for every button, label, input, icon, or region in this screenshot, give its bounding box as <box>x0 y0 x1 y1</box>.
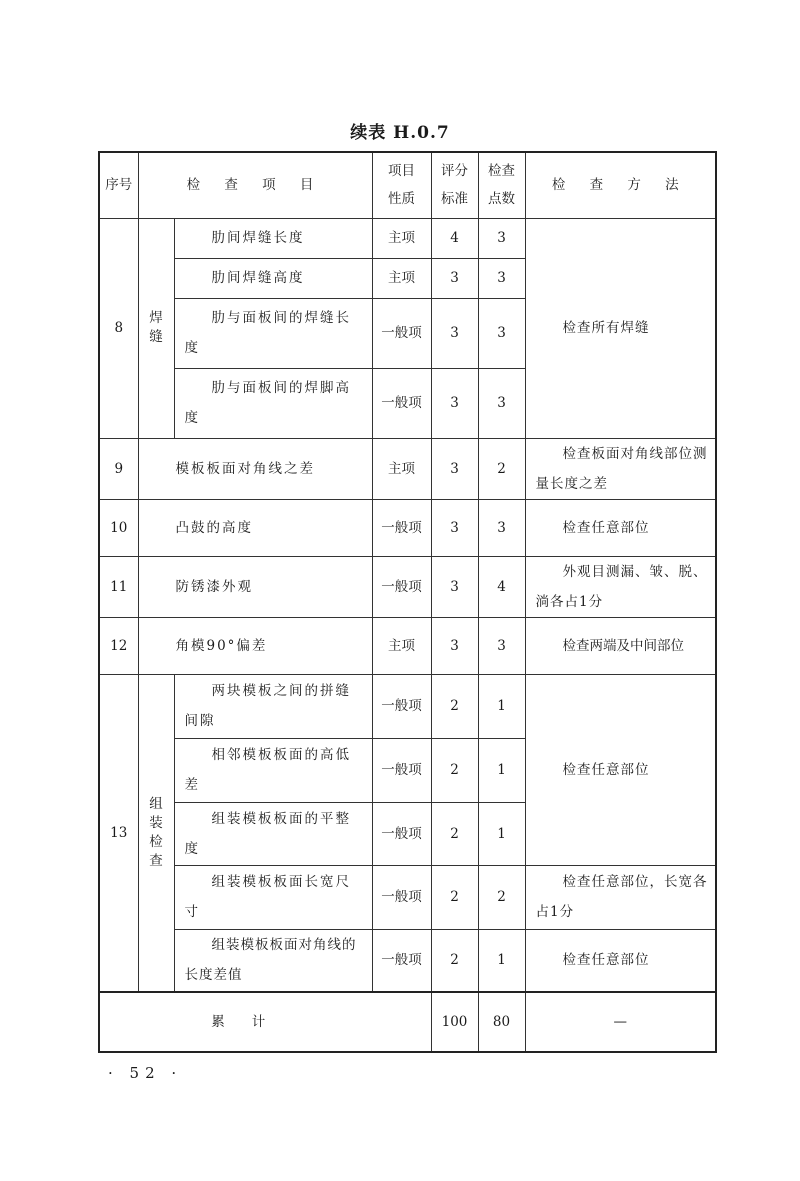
score-cell: 3 <box>431 556 478 617</box>
method-cell: 检查所有焊缝 <box>525 218 716 438</box>
item-cell: 两块模板之间的拼缝间隙 <box>174 674 372 738</box>
table-row <box>99 218 716 258</box>
item-cell: 肋与面板间的焊脚高度 <box>174 368 372 438</box>
item-cell: 角模90°偏差 <box>138 617 372 674</box>
score-cell: 2 <box>431 674 478 738</box>
score-cell: 2 <box>431 802 478 865</box>
points-cell: 3 <box>478 218 525 258</box>
category-cell: 焊缝 <box>138 218 174 438</box>
item-cell: 组装模板板面长宽尺寸 <box>174 865 372 929</box>
score-cell: 3 <box>431 298 478 368</box>
points-cell: 1 <box>478 674 525 738</box>
item-cell: 肋与面板间的焊缝长度 <box>174 298 372 368</box>
points-cell: 3 <box>478 298 525 368</box>
table-row <box>99 929 716 992</box>
table-row <box>99 556 716 617</box>
nature-cell: 一般项 <box>372 368 431 438</box>
header-nature: 项目性质 <box>372 152 431 218</box>
method-cell: 检查任意部位 <box>525 499 716 556</box>
seq-cell: 8 <box>99 218 138 438</box>
seq-cell: 9 <box>99 438 138 499</box>
nature-cell: 主项 <box>372 258 431 298</box>
method-cell: 检查任意部位 <box>525 674 716 865</box>
score-cell: 3 <box>431 368 478 438</box>
points-cell: 1 <box>478 929 525 992</box>
nature-cell: 一般项 <box>372 556 431 617</box>
nature-cell: 主项 <box>372 438 431 499</box>
table-row <box>99 499 716 556</box>
score-cell: 2 <box>431 929 478 992</box>
score-cell: 3 <box>431 438 478 499</box>
seq-cell: 11 <box>99 556 138 617</box>
total-row <box>99 992 716 1052</box>
nature-cell: 一般项 <box>372 738 431 802</box>
total-points: 80 <box>478 992 525 1052</box>
table-row <box>99 438 716 499</box>
nature-cell: 一般项 <box>372 674 431 738</box>
item-cell: 相邻模板板面的高低差 <box>174 738 372 802</box>
item-cell: 防锈漆外观 <box>138 556 372 617</box>
header-seq: 序号 <box>99 152 138 218</box>
score-cell: 2 <box>431 738 478 802</box>
page-number: · 52 · <box>108 1064 183 1082</box>
score-cell: 4 <box>431 218 478 258</box>
nature-cell: 一般项 <box>372 929 431 992</box>
header-score: 评分标准 <box>431 152 478 218</box>
points-cell: 3 <box>478 368 525 438</box>
seq-cell: 13 <box>99 674 138 992</box>
header-row <box>99 152 716 218</box>
item-cell: 肋间焊缝高度 <box>174 258 372 298</box>
score-cell: 3 <box>431 258 478 298</box>
inspection-table <box>98 151 717 1053</box>
header-points: 检查点数 <box>478 152 525 218</box>
nature-cell: 一般项 <box>372 802 431 865</box>
item-cell: 组装模板板面对角线的长度差值 <box>174 929 372 992</box>
method-cell: 外观目测漏、皱、脱、淌各占1分 <box>525 556 716 617</box>
nature-cell: 一般项 <box>372 298 431 368</box>
points-cell: 1 <box>478 738 525 802</box>
score-cell: 3 <box>431 617 478 674</box>
header-method: 检 查 方 法 <box>525 152 716 218</box>
item-cell: 组装模板板面的平整度 <box>174 802 372 865</box>
score-cell: 2 <box>431 865 478 929</box>
total-score: 100 <box>431 992 478 1052</box>
nature-cell: 主项 <box>372 617 431 674</box>
item-cell: 肋间焊缝长度 <box>174 218 372 258</box>
method-cell: 检查板面对角线部位测量长度之差 <box>525 438 716 499</box>
points-cell: 2 <box>478 865 525 929</box>
seq-cell: 10 <box>99 499 138 556</box>
header-item: 检 查 项 目 <box>138 152 372 218</box>
table-row <box>99 865 716 929</box>
points-cell: 4 <box>478 556 525 617</box>
points-cell: 1 <box>478 802 525 865</box>
nature-cell: 主项 <box>372 218 431 258</box>
points-cell: 3 <box>478 258 525 298</box>
nature-cell: 一般项 <box>372 499 431 556</box>
total-method: — <box>525 992 716 1052</box>
total-label: 累 计 <box>99 992 431 1052</box>
score-cell: 3 <box>431 499 478 556</box>
table-row <box>99 674 716 738</box>
method-cell: 检查任意部位，长宽各占1分 <box>525 865 716 929</box>
method-cell: 检查任意部位 <box>525 929 716 992</box>
item-cell: 模板板面对角线之差 <box>138 438 372 499</box>
points-cell: 2 <box>478 438 525 499</box>
method-cell: 检查两端及中间部位 <box>525 617 716 674</box>
category-cell: 组装检查 <box>138 674 174 992</box>
points-cell: 3 <box>478 617 525 674</box>
nature-cell: 一般项 <box>372 865 431 929</box>
points-cell: 3 <box>478 499 525 556</box>
table-title: 续表 H.0.7 <box>350 123 450 143</box>
table-row <box>99 617 716 674</box>
item-cell: 凸鼓的高度 <box>138 499 372 556</box>
seq-cell: 12 <box>99 617 138 674</box>
